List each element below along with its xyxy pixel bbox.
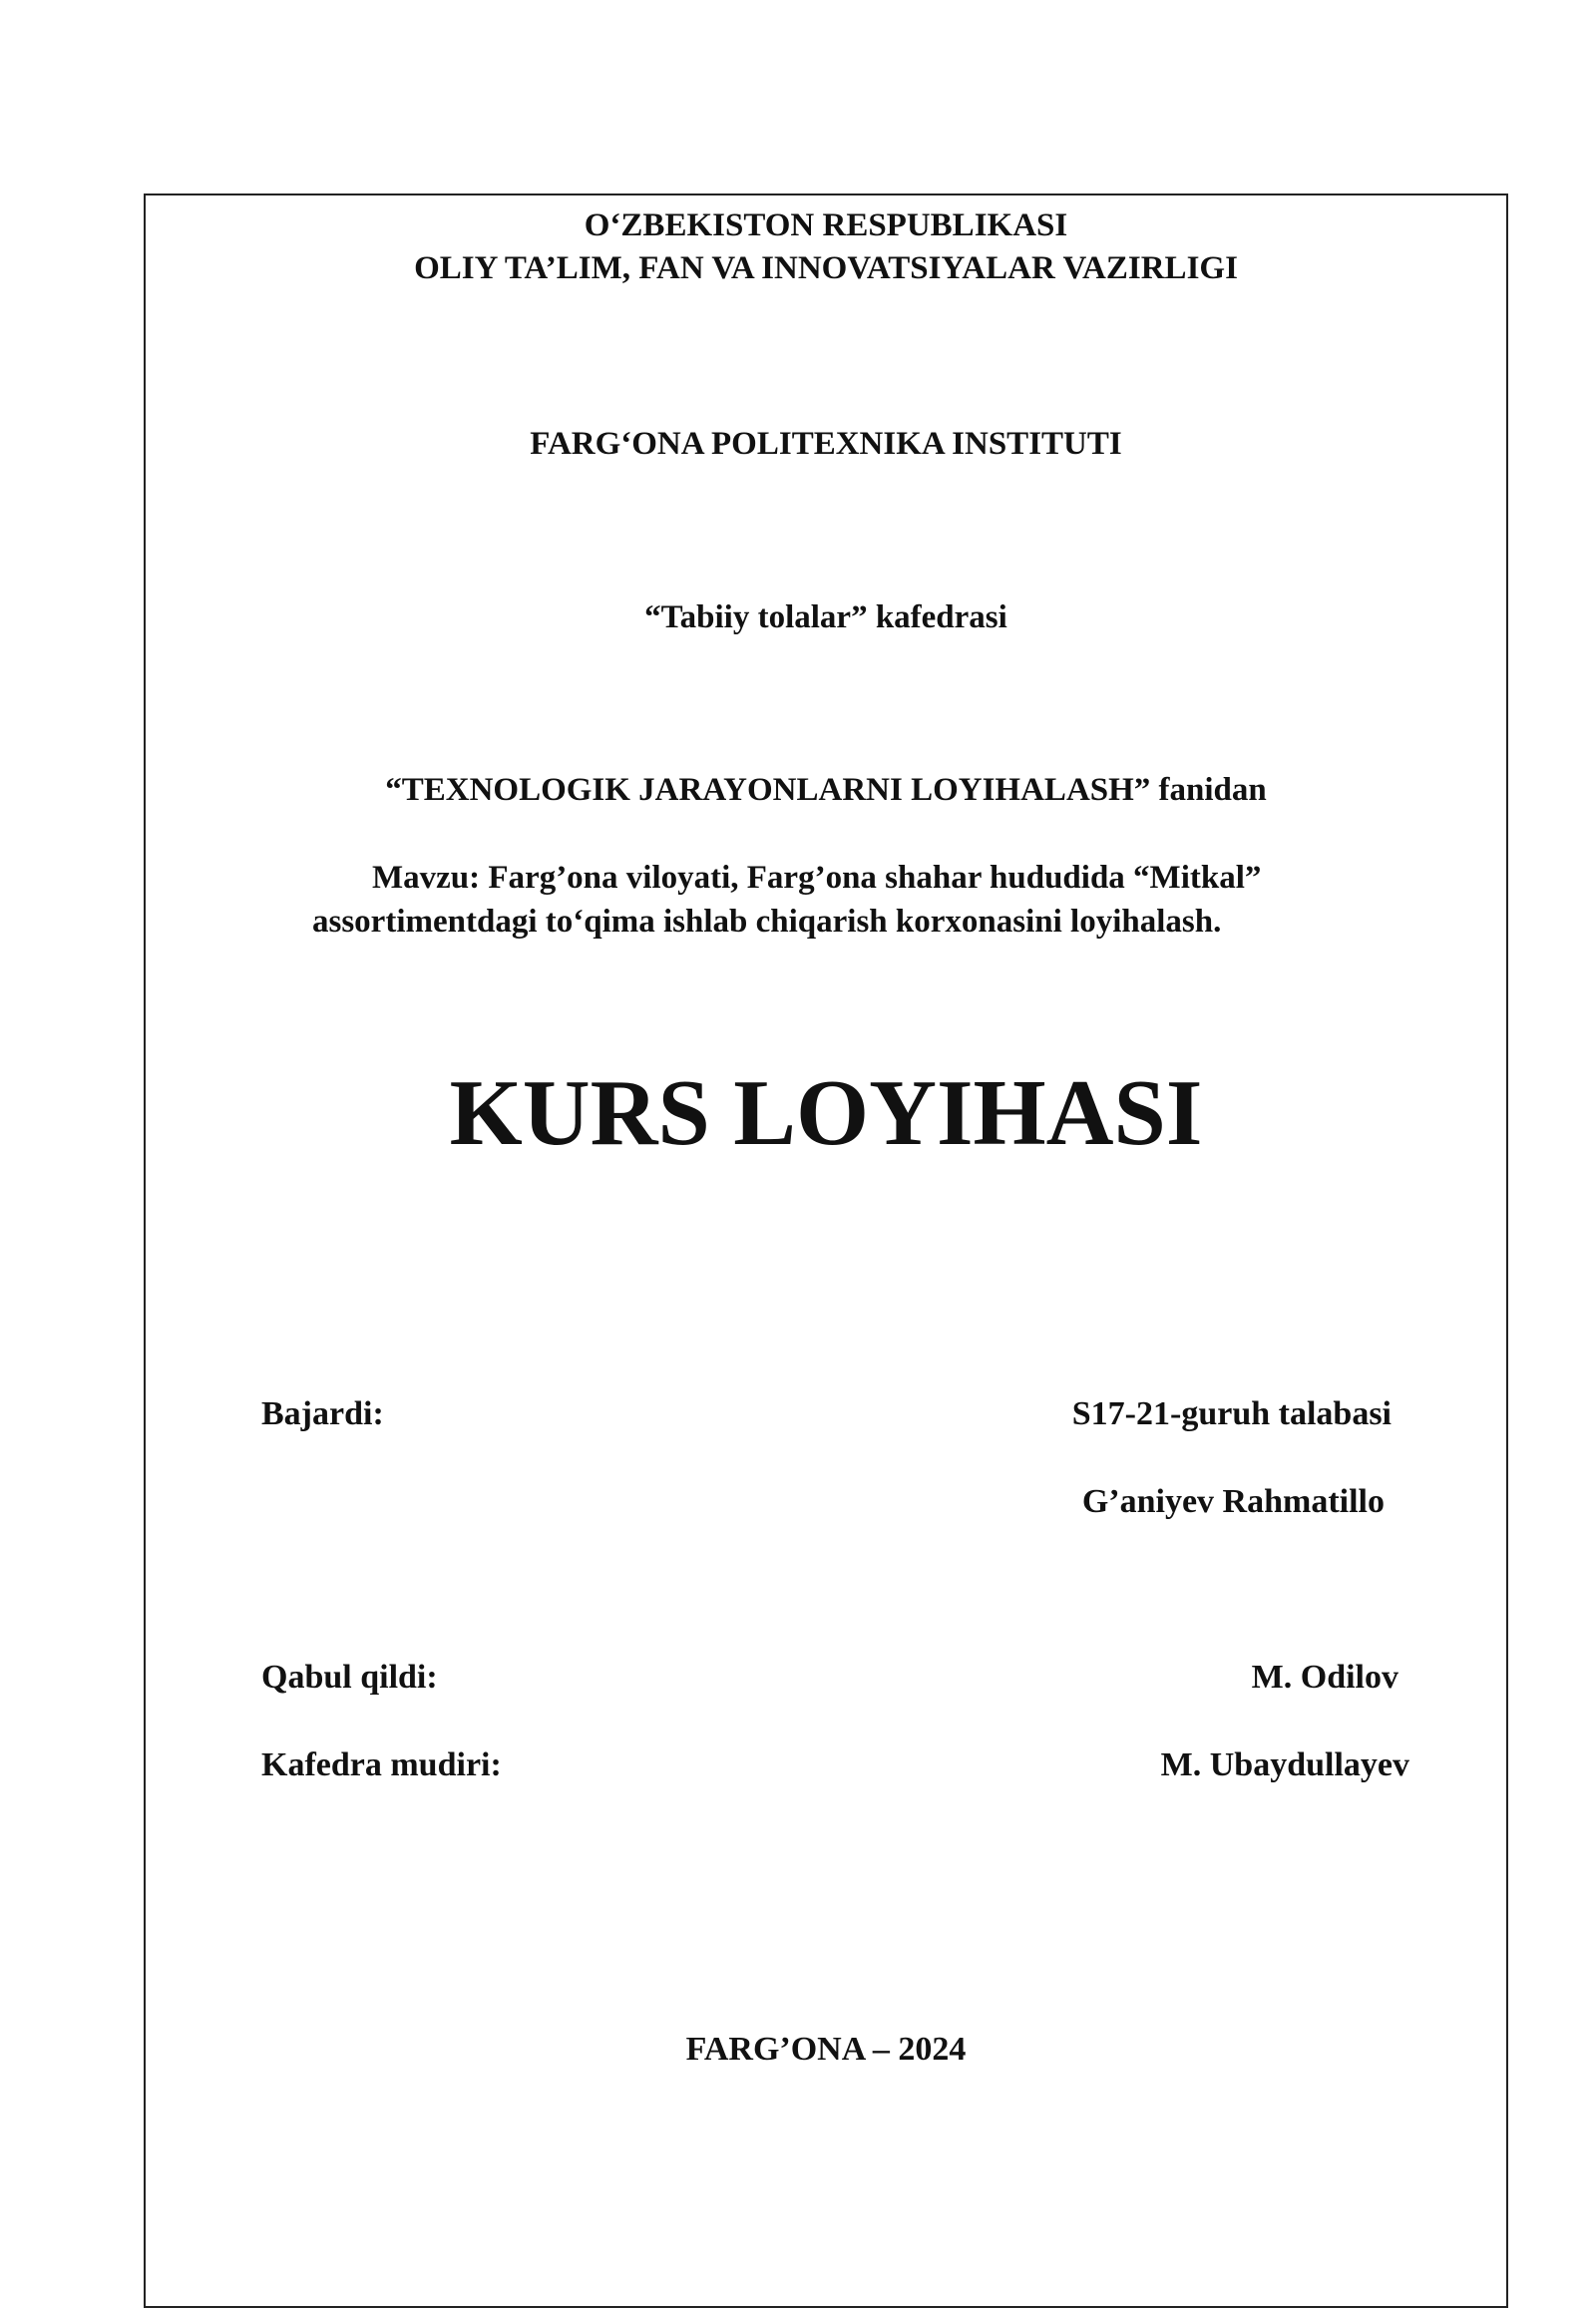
accepted-label: Qabul qildi: [261,1659,438,1696]
topic-line-1: Mavzu: Farg’ona viloyati, Farg’ona shahar hududida “Mitkal” [372,860,1262,896]
done-group: S17-21-guruh talabasi [1071,1395,1392,1432]
page-border [144,193,1508,2308]
course-name: “TEXNOLOGIK JARAYONLARNI LOYIHALASH” fanidan [385,772,1267,808]
head-label: Kafedra mudiri: [261,1746,502,1783]
document-title: KURS LOYIHASI [449,1061,1203,1165]
country-heading: O‘ZBEKISTON RESPUBLIKASI [584,207,1068,243]
done-name: G’aniyev Rahmatillo [1081,1483,1385,1520]
institute-heading: FARG‘ONA POLITEXNIKA INSTITUTI [530,426,1122,462]
city-year: FARG’ONA – 2024 [685,2031,967,2068]
topic-line-2: assortimentdagi to‘qima ishlab chiqarish korxonasini loyihalash. [312,904,1222,940]
ministry-heading: OLIY TA’LIM, FAN VA INNOVATSIYALAR VAZIRLIGI [414,250,1238,286]
done-label: Bajardi: [261,1395,384,1432]
department-heading: “Tabiiy tolalar” kafedrasi [644,599,1007,635]
head-name: M. Ubaydullayev [1160,1746,1409,1783]
accepted-name: M. Odilov [1251,1659,1398,1696]
